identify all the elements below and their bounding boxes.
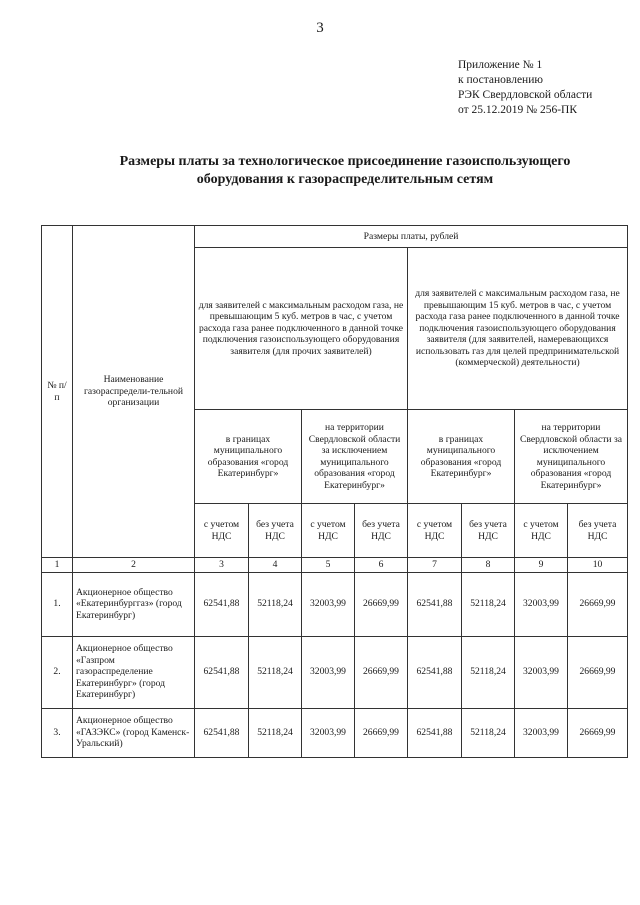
fee-value: 32003,99: [515, 708, 568, 757]
header-ekb-2: в границах муниципального образования «город Екатеринбург»: [408, 410, 515, 504]
column-number: 1: [42, 558, 73, 573]
header-group-1: для заявителей с максимальным расходом газа, не превышающим 5 куб. метров в час, с учетом расхода газа ранее подключенного в данной точке подключения газоиспользующего оборудования заявителя (для прочих заявителей): [195, 248, 408, 410]
fee-value: 26669,99: [568, 572, 628, 636]
table-row: [42, 636, 628, 708]
document-title: [60, 153, 630, 189]
fee-value: 62541,88: [408, 572, 462, 636]
fee-value: 62541,88: [195, 636, 249, 708]
fee-value: 26669,99: [568, 636, 628, 708]
fee-value: 62541,88: [195, 572, 249, 636]
appendix-line: к постановлению: [458, 74, 543, 86]
column-number: 4: [249, 558, 302, 573]
fee-value: 52118,24: [249, 572, 302, 636]
fee-value: 26669,99: [355, 708, 408, 757]
organization-name: Акционерное общество «Екатеринбурггаз» (город Екатеринбург): [73, 572, 195, 636]
fee-value: 32003,99: [302, 572, 355, 636]
page-number: 3: [316, 20, 324, 36]
column-number: 9: [515, 558, 568, 573]
title-line: Размеры платы за технологическое присоединение газоиспользующего: [119, 154, 571, 169]
appendix-block: [458, 58, 638, 118]
header-group-2: для заявителей с максимальным расходом газа, не превышающим 15 куб. метров в час, с учетом расхода газа ранее подключенного в данной точке подключения газоиспользующего оборудования заявителя (для заявителей, намеревающихся использовать газ для целей предпринимательской (коммерческой) деятельности): [408, 248, 628, 410]
column-number-row: [42, 558, 628, 573]
organization-name: Акционерное общество «Газпром газораспределение Екатеринбург» (город Екатеринбург): [73, 636, 195, 708]
organization-name: Акционерное общество «ГАЗЭКС» (город Каменск-Уральский): [73, 708, 195, 757]
column-number: 5: [302, 558, 355, 573]
header-organization: Наименование газораспредели-тельной организации: [73, 226, 195, 558]
column-number: 7: [408, 558, 462, 573]
fees-table: [41, 225, 628, 758]
header-region-2: на территории Свердловской области за исключением муниципального образования «город Екатеринбург»: [515, 410, 628, 504]
column-number: 3: [195, 558, 249, 573]
fee-value: 62541,88: [408, 636, 462, 708]
header-vat-without: без учета НДС: [462, 504, 515, 558]
fee-value: 26669,99: [355, 636, 408, 708]
column-number: 2: [73, 558, 195, 573]
appendix-line: Приложение № 1: [458, 59, 543, 71]
header-vat-with: с учетом НДС: [195, 504, 249, 558]
fee-value: 26669,99: [568, 708, 628, 757]
fee-value: 32003,99: [515, 636, 568, 708]
header-region-1: на территории Свердловской области за исключением муниципального образования «город Екатеринбург»: [302, 410, 408, 504]
header-vat-without: без учета НДС: [568, 504, 628, 558]
header-fees: Размеры платы, рублей: [195, 226, 628, 248]
fee-value: 52118,24: [249, 636, 302, 708]
row-number: 2.: [42, 636, 73, 708]
fee-value: 32003,99: [515, 572, 568, 636]
header-vat-without: без учета НДС: [355, 504, 408, 558]
header-number: № п/п: [42, 226, 73, 558]
header-vat-without: без учета НДС: [249, 504, 302, 558]
fee-value: 62541,88: [195, 708, 249, 757]
fee-value: 52118,24: [462, 708, 515, 757]
fee-value: 62541,88: [408, 708, 462, 757]
header-vat-with: с учетом НДС: [515, 504, 568, 558]
table-row: [42, 708, 628, 757]
fee-value: 32003,99: [302, 636, 355, 708]
fee-value: 26669,99: [355, 572, 408, 636]
table-row: [42, 572, 628, 636]
column-number: 8: [462, 558, 515, 573]
header-vat-with: с учетом НДС: [408, 504, 462, 558]
fee-value: 52118,24: [249, 708, 302, 757]
fee-value: 52118,24: [462, 572, 515, 636]
appendix-line: РЭК Свердловской области: [458, 89, 593, 101]
row-number: 3.: [42, 708, 73, 757]
header-ekb-1: в границах муниципального образования «город Екатеринбург»: [195, 410, 302, 504]
title-line: оборудования к газораспределительным сетям: [196, 172, 494, 187]
row-number: 1.: [42, 572, 73, 636]
column-number: 6: [355, 558, 408, 573]
column-number: 10: [568, 558, 628, 573]
fee-value: 32003,99: [302, 708, 355, 757]
header-vat-with: с учетом НДС: [302, 504, 355, 558]
fee-value: 52118,24: [462, 636, 515, 708]
appendix-line: от 25.12.2019 № 256-ПК: [458, 104, 578, 116]
